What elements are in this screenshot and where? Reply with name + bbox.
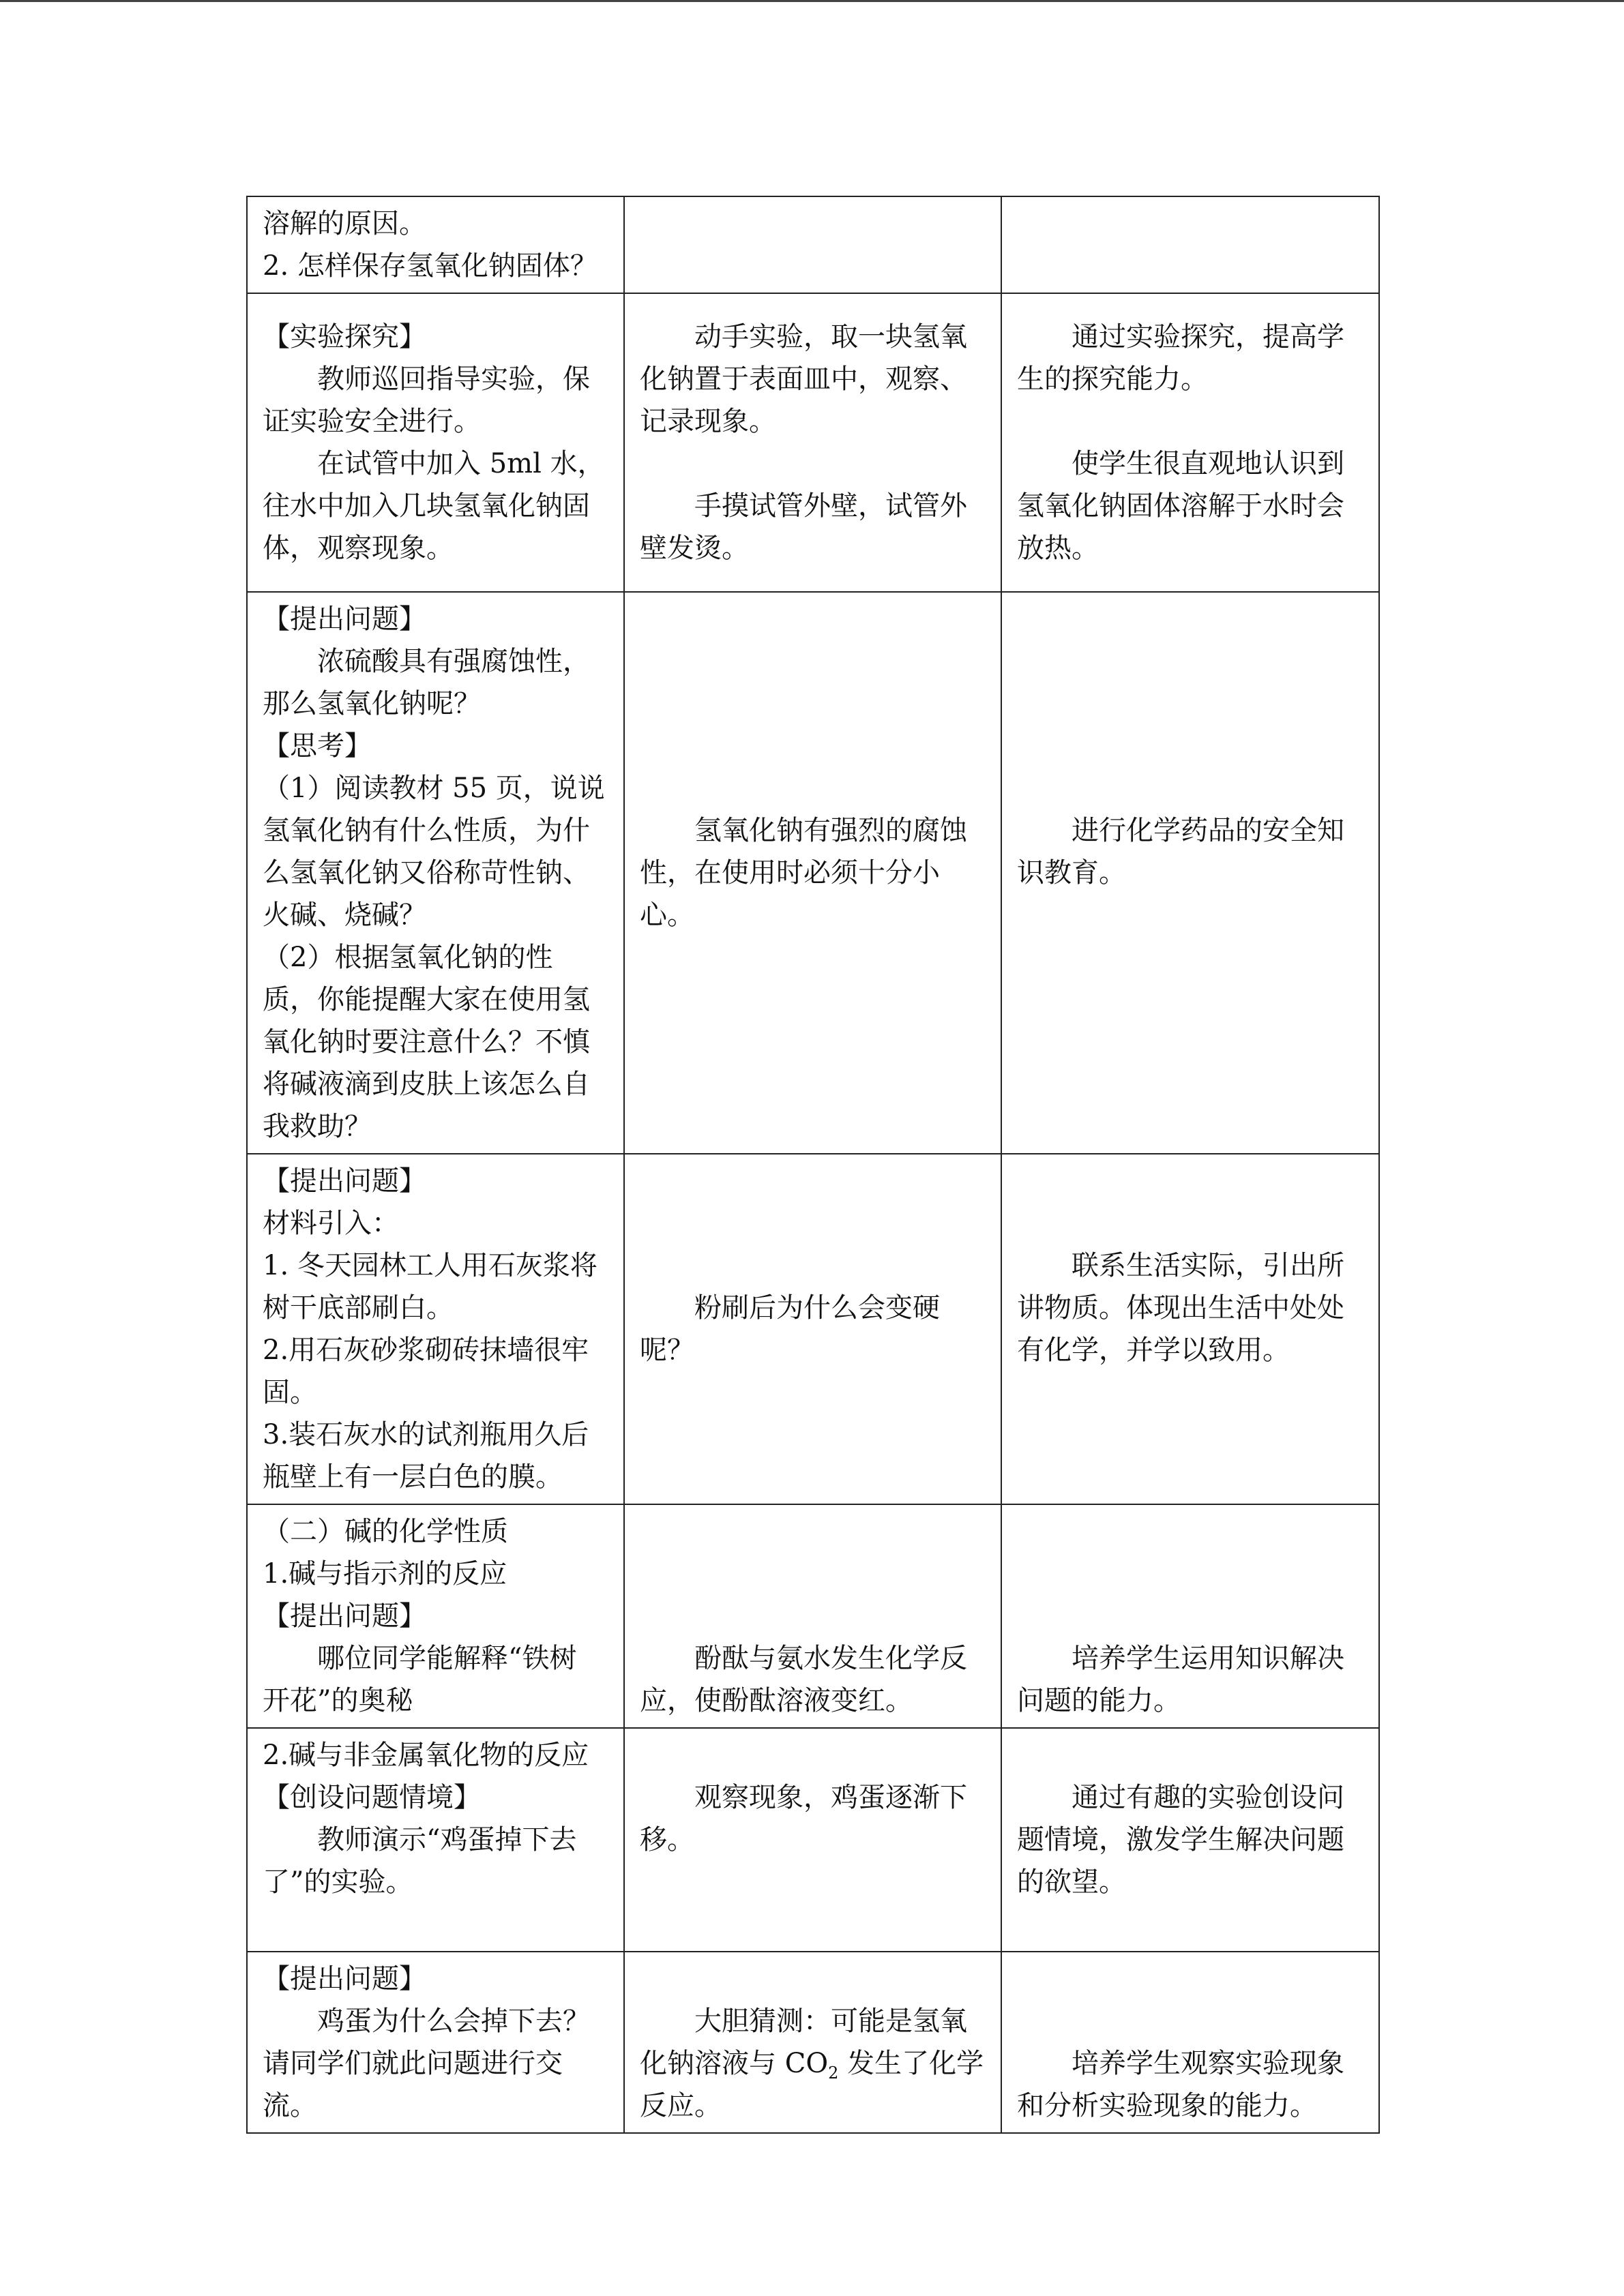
cell-line: 记录现象。 (640, 406, 776, 437)
cell-line: 氢氧化钠有强烈的腐蚀 (640, 815, 967, 846)
cell-line: 呢？ (640, 1335, 694, 1366)
cell-line: 联系生活实际，引出所 (1017, 1250, 1344, 1281)
blank-line (1017, 400, 1363, 443)
cell-line: 在试管中加入 5ml 水， (263, 448, 605, 479)
teacher-activity-cell (247, 592, 624, 1154)
table-row (247, 293, 1379, 592)
cell-line: 壁发烫。 (640, 533, 749, 564)
cell-line: 移。 (640, 1824, 694, 1855)
cell-line: 【提出问题】 (263, 603, 426, 635)
cell-line: 讲物质。体现出生活中处处 (1017, 1292, 1344, 1324)
cell-line (640, 2042, 986, 2085)
design-intent-cell (1001, 1952, 1379, 2133)
cell-line: 火碱、烧碱？ (263, 899, 426, 931)
cell-line: 1.碱与指示剂的反应 (263, 1558, 507, 1590)
teacher-activity-cell (247, 293, 624, 592)
cell-line: 使学生很直观地认识到 (1017, 448, 1344, 479)
cell-line: 问题的能力。 (1017, 1685, 1181, 1716)
cell-line: 请同学们就此问题进行交 (263, 2048, 563, 2079)
table-row (247, 1154, 1379, 1504)
design-intent-cell (1001, 196, 1379, 293)
cell-line: 那么氢氧化钠呢？ (263, 688, 481, 719)
student-activity-cell (624, 1504, 1001, 1728)
cell-line: 将碱液滴到皮肤上该怎么自 (263, 1069, 590, 1100)
cell-line: 我救助？ (263, 1111, 372, 1142)
cell-line: 鸡蛋为什么会掉下去？ (263, 2006, 590, 2037)
cell-line: 通过实验探究，提高学 (1017, 321, 1344, 353)
cell-line: 固。 (263, 1377, 317, 1408)
cell-line: 观察现象，鸡蛋逐渐下 (640, 1782, 967, 1813)
cell-line: 心。 (640, 899, 694, 931)
cell-line: 识教育。 (1017, 857, 1126, 889)
teacher-activity-cell (247, 1728, 624, 1952)
lesson-plan-table (246, 196, 1380, 2134)
cell-line: 和分析实验现象的能力。 (1017, 2090, 1317, 2121)
cell-line: 体，观察现象。 (263, 533, 454, 564)
cell-line: 手摸试管外壁，试管外 (640, 490, 967, 522)
design-intent-cell (1001, 592, 1379, 1154)
cell-line: 粉刷后为什么会变硬 (640, 1292, 940, 1324)
cell-line: （二）碱的化学性质 (263, 1516, 508, 1547)
cell-line: 性，在使用时必须十分小 (640, 857, 940, 889)
student-activity-cell (624, 1154, 1001, 1504)
teacher-activity-cell (247, 196, 624, 293)
cell-line: 【提出问题】 (263, 1600, 426, 1632)
design-intent-cell (1001, 293, 1379, 592)
cell-line: 么氢氧化钠又俗称苛性钠、 (263, 857, 590, 889)
cell-line: 哪位同学能解释“铁树 (263, 1643, 577, 1674)
student-activity-cell (624, 196, 1001, 293)
cell-line: 开花”的奥秘 (263, 1685, 413, 1716)
cell-line: 【创设问题情境】 (263, 1782, 481, 1813)
cell-line: 教师巡回指导实验，保 (263, 363, 590, 395)
cell-line: 2. 怎样保存氢氧化钠固体？ (263, 250, 597, 282)
cell-line: （2）根据氢氧化钠的性 (263, 942, 553, 973)
cell-line: 1. 冬天园林工人用石灰浆将 (263, 1250, 597, 1281)
design-intent-cell (1001, 1504, 1379, 1728)
cell-line: 放热。 (1017, 533, 1099, 564)
page-top-border (0, 0, 1624, 2)
cell-line: 培养学生运用知识解决 (1017, 1643, 1344, 1674)
design-intent-cell (1001, 1728, 1379, 1952)
cell-line: 2.用石灰砂浆砌砖抹墙很牢 (263, 1335, 589, 1366)
cell-line: 教师演示“鸡蛋掉下去 (263, 1824, 577, 1855)
cell-line: 氢氧化钠有什么性质，为什 (263, 815, 590, 846)
table-row (247, 1952, 1379, 2133)
cell-line: 有化学，并学以致用。 (1017, 1335, 1290, 1366)
teacher-activity-cell (247, 1952, 624, 2133)
table-row (247, 196, 1379, 293)
cell-line: 通过有趣的实验创设问 (1017, 1782, 1344, 1813)
cell-line: 【实验探究】 (263, 321, 426, 353)
blank-line (263, 1903, 608, 1945)
cell-line: 【思考】 (263, 730, 372, 762)
cell-line: 瓶壁上有一层白色的膜。 (263, 1461, 563, 1493)
cell-line: 进行化学药品的安全知 (1017, 815, 1344, 846)
cell-line: 题情境，激发学生解决问题 (1017, 1824, 1344, 1855)
blank-line (640, 443, 986, 485)
formula-text: 化钠溶液与 CO (640, 2048, 829, 2079)
table-row (247, 1728, 1379, 1952)
teacher-activity-cell (247, 1504, 624, 1728)
cell-line: 2.碱与非金属氧化物的反应 (263, 1740, 589, 1771)
subscript: 2 (828, 2063, 839, 2083)
teacher-activity-cell (247, 1154, 624, 1504)
cell-line: 大胆猜测：可能是氢氧 (640, 2006, 967, 2037)
cell-line: 动手实验，取一块氢氧 (640, 321, 967, 353)
cell-line: 应，使酚酞溶液变红。 (640, 1685, 913, 1716)
cell-line: 生的探究能力。 (1017, 363, 1208, 395)
student-activity-cell (624, 1952, 1001, 2133)
cell-line: 化钠置于表面皿中，观察、 (640, 363, 967, 395)
cell-line: 流。 (263, 2090, 317, 2121)
cell-line: 往水中加入几块氢氧化钠固 (263, 490, 590, 522)
cell-line: 【提出问题】 (263, 1963, 426, 1995)
table-row (247, 592, 1379, 1154)
cell-line: 3.装石灰水的试剂瓶用久后 (263, 1419, 589, 1450)
design-intent-cell (1001, 1154, 1379, 1504)
cell-line: 浓硫酸具有强腐蚀性， (263, 646, 590, 677)
cell-line: （1）阅读教材 55 页，说说 (263, 773, 605, 804)
cell-line: 材料引入： (263, 1208, 399, 1239)
cell-line: 酚酞与氨水发生化学反 (640, 1643, 967, 1674)
cell-line: 氢氧化钠固体溶解于水时会 (1017, 490, 1344, 522)
student-activity-cell (624, 592, 1001, 1154)
cell-line: 培养学生观察实验现象 (1017, 2048, 1344, 2079)
cell-line: 的欲望。 (1017, 1866, 1126, 1898)
student-activity-cell (624, 293, 1001, 592)
cell-line: 质，你能提醒大家在使用氢 (263, 984, 590, 1015)
student-activity-cell (624, 1728, 1001, 1952)
cell-line: 溶解的原因。 (263, 208, 426, 239)
cell-line: 树干底部刷白。 (263, 1292, 454, 1324)
cell-line: 反应。 (640, 2090, 722, 2121)
cell-line: 【提出问题】 (263, 1165, 426, 1197)
cell-line: 氧化钠时要注意什么？不慎 (263, 1026, 590, 1058)
table-row (247, 1504, 1379, 1728)
cell-line: 证实验安全进行。 (263, 406, 481, 437)
formula-text: 发生了化学 (838, 2048, 984, 2079)
cell-line: 了”的实验。 (263, 1866, 413, 1898)
